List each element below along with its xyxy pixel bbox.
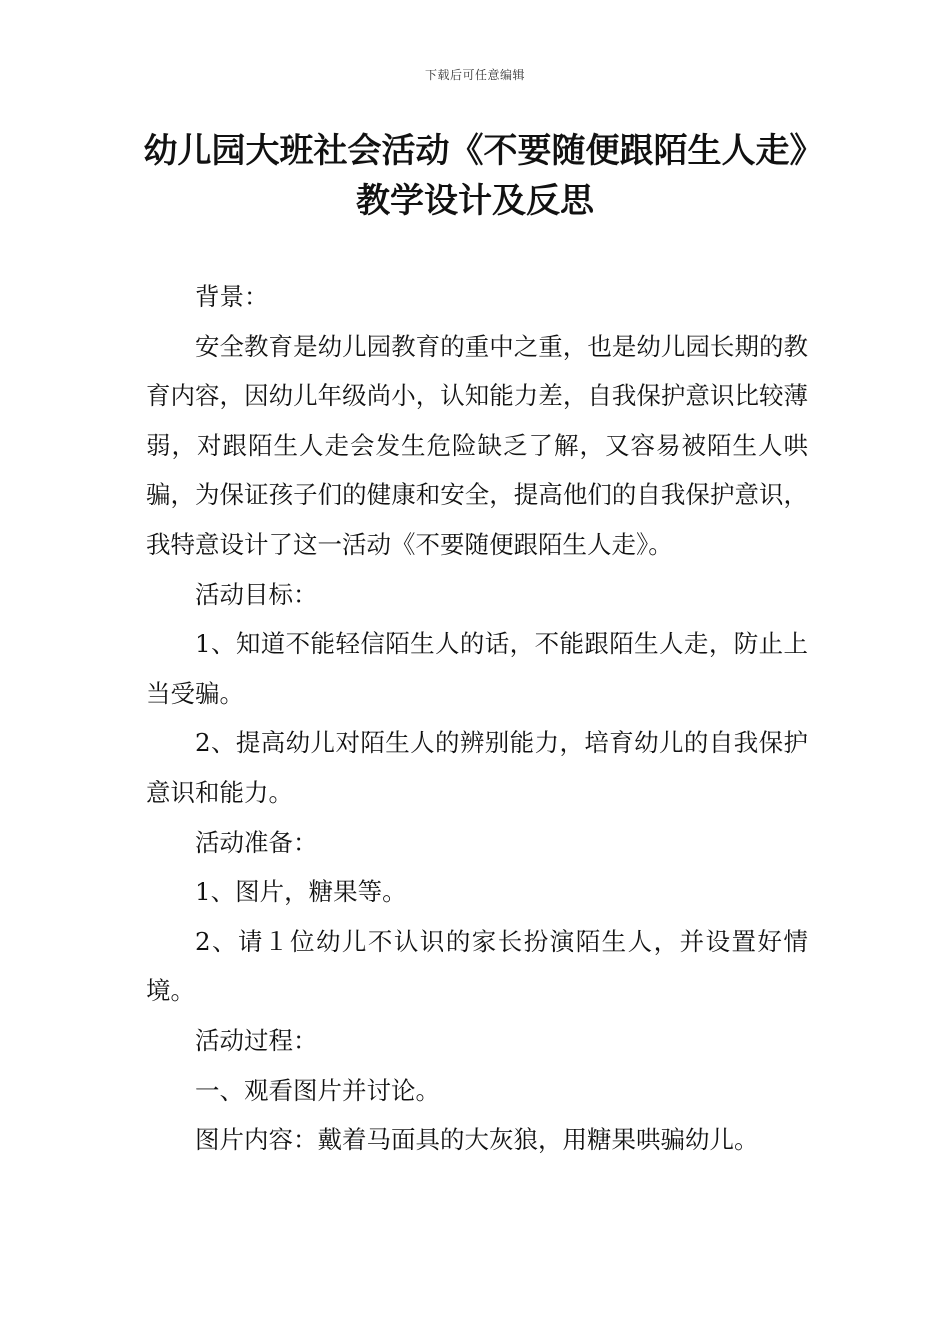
paragraph-preparation-1: 1、图片，糖果等。 [195, 877, 407, 907]
paragraph-process-step-1: 一、观看图片并讨论。 [195, 1075, 440, 1105]
paragraph-preparation-2: 2、请１位幼儿不认识的家长扮演陌生人，并设置好情境。 [146, 926, 808, 1006]
document-title: 幼儿园大班社会活动《不要随便跟陌生人走》教学设计及反思 [143, 131, 807, 221]
section-heading-background: 背景： [195, 282, 269, 311]
section-heading-goals: 活动目标： [195, 579, 318, 609]
paragraph-goal-1: 1、知道不能轻信陌生人的话，不能跟陌生人走，防止上当受骗。 [146, 629, 808, 708]
section-heading-process: 活动过程： [195, 1025, 318, 1055]
header-note: 下载后可任意编辑 [424, 68, 525, 82]
section-heading-preparation: 活动准备： [195, 827, 318, 857]
paragraph-background: 安全教育是幼儿园教育的重中之重，也是幼儿园长期的教育内容，因幼儿年级尚小，认知能力差，自我保护意识比较薄弱，对跟陌生人走会发生危险缺乏了解，又容易被陌生人哄骗，为保证孩子们的健康和安全，提高他们的自我保护意识，我特意设计了这一活动《不要随便跟陌生人走》。 [146, 331, 808, 559]
paragraph-picture-content: 图片内容：戴着马面具的大灰狼，用糖果哄骗幼儿。 [195, 1125, 759, 1155]
document-body [146, 272, 808, 1165]
paragraph-goal-2: 2、提高幼儿对陌生人的辨别能力，培育幼儿的自我保护意识和能力。 [146, 728, 808, 807]
